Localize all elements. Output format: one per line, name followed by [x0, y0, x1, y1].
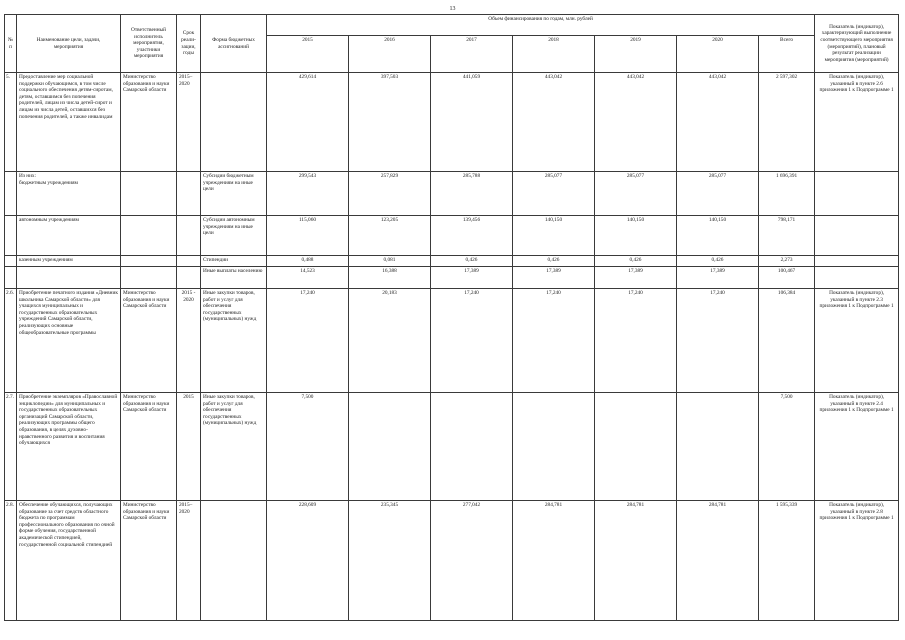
value-total: 798,171 [759, 216, 815, 256]
value-2018: 140,150 [513, 216, 595, 256]
value-2017: 285,788 [431, 172, 513, 216]
row-name: Предоставление мер социальной поддержки обучающимся, в том числе социального обеспечения детям-сиротам, детям, оставшимся без попечения родителей, лицам из числа детей-сирот и лицам из числа детей, оставшихся без попечения родителей, а также инвалидам [17, 73, 121, 172]
value-2020 [677, 393, 759, 501]
value-2020: 284,781 [677, 501, 759, 621]
row-name: казенным учреждениям [17, 256, 121, 267]
value-2019: 140,150 [595, 216, 677, 256]
row-executor: Министерство образования и науки Самарской области [121, 289, 177, 393]
row-term: 2015– 2020 [177, 73, 201, 172]
row-name: Приобретение печатного издания «Дневник школьника Самарской области» для учащихся муниципальных и государственных образовательных учреждений Самарской области, реализующих основные общеобразовательные программы [17, 289, 121, 393]
row-form [201, 501, 267, 621]
row-number: 2.6. [5, 289, 17, 393]
row-form: Иные выплаты населению [201, 267, 267, 289]
row-term [177, 216, 201, 256]
value-2018: 284,781 [513, 501, 595, 621]
header-year-2016: 2016 [349, 36, 431, 73]
row-form [201, 73, 267, 172]
value-2018: 0,426 [513, 256, 595, 267]
value-2015: 299,543 [267, 172, 349, 216]
header-executor: Ответственный исполнитель мероприятия, участники мероприятия [121, 15, 177, 73]
table-row [5, 73, 899, 172]
value-2015: 17,240 [267, 289, 349, 393]
header-total: Всего [759, 36, 815, 73]
value-2016: 20,183 [349, 289, 431, 393]
row-indicator [815, 267, 899, 289]
value-2017: 139,456 [431, 216, 513, 256]
value-2019: 284,781 [595, 501, 677, 621]
value-2018: 17,389 [513, 267, 595, 289]
table-row [5, 172, 899, 216]
row-form: Субсидии автономным учреждениям на иные цели [201, 216, 267, 256]
financing-table [4, 14, 899, 621]
row-indicator [815, 256, 899, 267]
value-2017: 441,059 [431, 73, 513, 172]
value-2015: 228,609 [267, 501, 349, 621]
header-form: Форма бюджетных ассигнований [201, 15, 267, 73]
header-year-2020: 2020 [677, 36, 759, 73]
table-row [5, 289, 899, 393]
row-number: 2.7. [5, 393, 17, 501]
value-2019: 17,389 [595, 267, 677, 289]
row-executor [121, 216, 177, 256]
value-2015: 7,500 [267, 393, 349, 501]
row-indicator: Показатель (индикатор), указанный в пункте 2.3 приложения 1 к Подпрограмме 1 [815, 289, 899, 393]
row-name: Из них: бюджетным учреждениям [17, 172, 121, 216]
table-row [5, 393, 899, 501]
value-2020: 443,042 [677, 73, 759, 172]
row-number [5, 267, 17, 289]
table-row [5, 501, 899, 621]
value-2020: 17,240 [677, 289, 759, 393]
value-2016: 123,205 [349, 216, 431, 256]
value-2016 [349, 393, 431, 501]
row-indicator: Показатель (индикатор), указанный в пункте 2.4 приложения 1 к Подпрограмме 1 [815, 393, 899, 501]
value-total: 1 696,391 [759, 172, 815, 216]
value-2015: 0,488 [267, 256, 349, 267]
header-volume: Объем финансирования по годам, млн. рублей [267, 15, 815, 36]
header-year-2019: 2019 [595, 36, 677, 73]
row-term: 2015– 2020 [177, 501, 201, 621]
header-year-2017: 2017 [431, 36, 513, 73]
value-2020: 140,150 [677, 216, 759, 256]
row-name [17, 267, 121, 289]
table-row [5, 267, 899, 289]
row-indicator: Показатель (индикатор), указанный в пункте 2.6 приложения 1 к Подпрограмме 1 [815, 73, 899, 172]
header-name: Наименование цели, задачи, мероприятия [17, 15, 121, 73]
row-term [177, 267, 201, 289]
value-total: 2,273 [759, 256, 815, 267]
row-indicator: Показатель (индикатор), указанный в пункте 2.8 приложения 1 к Подпрограмме 1 [815, 501, 899, 621]
value-2018: 285,077 [513, 172, 595, 216]
row-executor: Министерство образования и науки Самарской области [121, 501, 177, 621]
row-number [5, 172, 17, 216]
value-2016: 0,081 [349, 256, 431, 267]
row-term [177, 172, 201, 216]
row-term: 2015 [177, 393, 201, 501]
row-executor: Министерство образования и науки Самарской области [121, 393, 177, 501]
value-2018 [513, 393, 595, 501]
row-form: Иные закупки товаров, работ и услуг для обеспечения государственных (муниципальных) нужд [201, 289, 267, 393]
row-name: Обеспечение обучающихся, получающих образование за счет средств областного бюджета по программам профессионального образования по очной форме обучения, государственной академической стипендией, государственной социальной стипендией [17, 501, 121, 621]
table-row [5, 216, 899, 256]
page-number: 13 [449, 6, 456, 12]
table-row [5, 256, 899, 267]
value-2018: 17,240 [513, 289, 595, 393]
value-2019 [595, 393, 677, 501]
row-executor [121, 267, 177, 289]
header-year-2018: 2018 [513, 36, 595, 73]
value-2018: 443,042 [513, 73, 595, 172]
value-2017: 277,042 [431, 501, 513, 621]
value-2019: 285,077 [595, 172, 677, 216]
row-form: Субсидии бюджетным учреждениям на иные цели [201, 172, 267, 216]
value-2017 [431, 393, 513, 501]
value-total: 1 595,339 [759, 501, 815, 621]
row-term: 2015 - 2020 [177, 289, 201, 393]
row-executor [121, 172, 177, 216]
value-2017: 0,426 [431, 256, 513, 267]
value-total: 106,384 [759, 289, 815, 393]
row-term [177, 256, 201, 267]
value-2016: 397,503 [349, 73, 431, 172]
value-total: 100,467 [759, 267, 815, 289]
value-2019: 0,426 [595, 256, 677, 267]
value-2016: 235,345 [349, 501, 431, 621]
row-form: Стипендии [201, 256, 267, 267]
row-name: Приобретение экземпляров «Православной энциклопедии» для муниципальных и государственных образовательных организаций Самарской области, реализующих программы общего образования, в целях духовно-нравственного развития и воспитания обучающихся [17, 393, 121, 501]
value-2020: 285,077 [677, 172, 759, 216]
row-executor: Министерство образования и науки Самарской области [121, 73, 177, 172]
value-2019: 443,042 [595, 73, 677, 172]
value-2019: 17,240 [595, 289, 677, 393]
value-2015: 14,523 [267, 267, 349, 289]
row-number [5, 216, 17, 256]
row-indicator [815, 216, 899, 256]
row-number: 2.8. [5, 501, 17, 621]
value-2020: 17,389 [677, 267, 759, 289]
value-total: 2 597,302 [759, 73, 815, 172]
row-number [5, 256, 17, 267]
row-executor [121, 256, 177, 267]
header-term: Срок реали- зации, годы [177, 15, 201, 73]
value-total: 7,500 [759, 393, 815, 501]
header-year-2015: 2015 [267, 36, 349, 73]
value-2015: 429,614 [267, 73, 349, 172]
header-indicator: Показатель (индикатор), характеризующий выполнение соответствующего мероприятия (мероприятий), плановый результат реализации мероприятия (мероприятий) [815, 15, 899, 73]
value-2016: 257,829 [349, 172, 431, 216]
row-indicator [815, 172, 899, 216]
row-number: 5. [5, 73, 17, 172]
row-form: Иные закупки товаров, работ и услуг для обеспечения государственных (муниципальных) нужд [201, 393, 267, 501]
value-2017: 17,389 [431, 267, 513, 289]
row-name: автономным учреждениям [17, 216, 121, 256]
value-2017: 17,240 [431, 289, 513, 393]
value-2015: 115,060 [267, 216, 349, 256]
value-2020: 0,426 [677, 256, 759, 267]
value-2016: 16,388 [349, 267, 431, 289]
header-number: № п [5, 15, 17, 73]
